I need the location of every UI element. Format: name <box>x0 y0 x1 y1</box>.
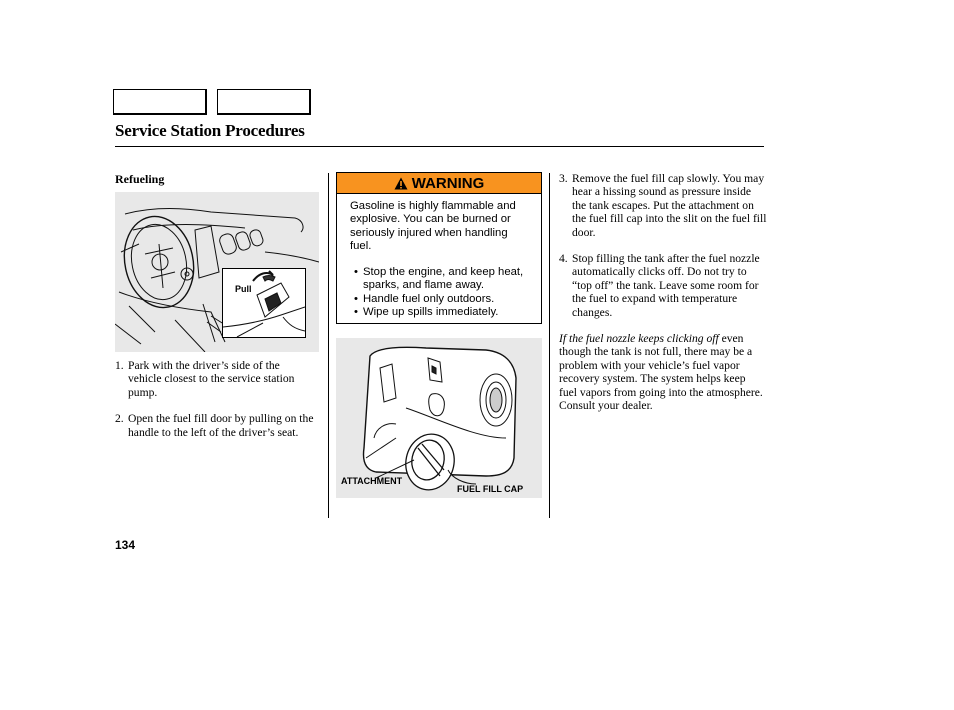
warning-header <box>337 173 541 194</box>
dashboard-figure <box>115 192 319 352</box>
column-divider-2 <box>549 173 550 518</box>
page-number: 134 <box>115 538 136 552</box>
warning-triangle-icon <box>394 177 408 190</box>
step-4-text: Stop filling the tank after the fuel nozzle automatically clicks off. Do not try to “top off” the tank. Leave some room for the fuel to expand with temperature changes. <box>572 252 760 319</box>
fuel-door-illustration <box>336 338 542 498</box>
fuel-fill-cap-label: FUEL FILL CAP <box>457 484 524 494</box>
step-1-number: 1. <box>115 359 124 372</box>
step-3 <box>559 172 767 239</box>
step-3-text: Remove the fuel fill cap slowly. You may hear a hissing sound as pressure inside the tank escapes. Put the attachment on the fuel fill cap into the slit on the fuel fill door. <box>572 172 767 239</box>
note-italic-lead: If the fuel nozzle keeps clicking off <box>559 332 719 345</box>
pull-label: Pull <box>235 284 252 294</box>
step-1-text: Park with the driver’s side of the vehicle closest to the service station pump. <box>128 359 295 399</box>
step-4 <box>559 252 767 319</box>
note-text: even though the tank is not full, there may be a problem with your vehicle’s fuel vapor recovery system. The system helps keep fuel vapors from going into the atmosphere. Consult your dealer. <box>559 332 763 413</box>
step-3-number: 3. <box>559 172 568 185</box>
pull-handle-illustration <box>223 269 305 337</box>
warning-item-3: • Wipe up spills immediately. <box>354 306 539 319</box>
step-2 <box>115 412 315 439</box>
steps-left <box>115 359 315 452</box>
step-1 <box>115 359 315 399</box>
step-2-number: 2. <box>115 412 124 426</box>
warning-item-1: • Stop the engine, and keep heat, sparks, and flame away. <box>354 266 539 293</box>
warning-title: WARNING <box>411 174 485 192</box>
steps-right <box>559 172 767 332</box>
fuel-cap-figure <box>336 338 542 498</box>
warning-box <box>336 172 542 324</box>
warning-intro: Gasoline is highly flammable and explosive. You can be burned or seriously injured when handling fuel. <box>350 200 516 253</box>
step-2-text: Open the fuel fill door by pulling on the handle to the left of the driver’s seat. <box>128 412 314 439</box>
warning-item-2: • Handle fuel only outdoors. <box>354 293 539 306</box>
nav-button-1[interactable] <box>113 89 207 115</box>
attachment-label: ATTACHMENT <box>341 476 403 486</box>
page-title: Service Station Procedures <box>115 121 305 140</box>
step-4-number: 4. <box>559 252 568 266</box>
warning-list <box>354 266 539 320</box>
section-heading: Refueling <box>115 172 165 186</box>
pull-inset <box>222 268 306 338</box>
fuel-nozzle-note <box>559 332 764 412</box>
nav-button-2[interactable] <box>217 89 311 115</box>
column-divider-1 <box>328 173 329 518</box>
title-rule <box>115 146 764 147</box>
